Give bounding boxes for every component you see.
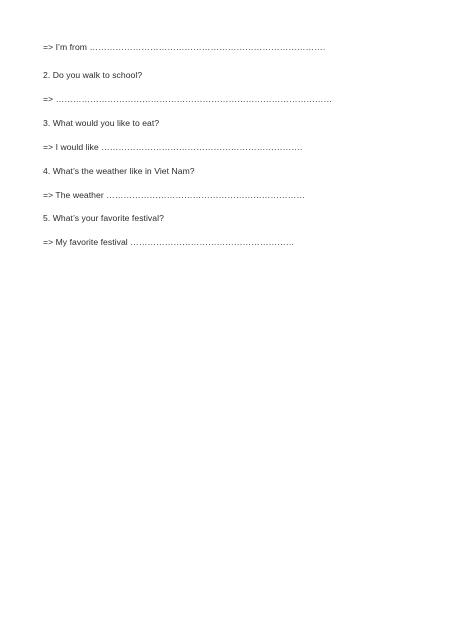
answer-line-4: => The weather …………………………………………………………… (43, 190, 305, 200)
question-3: 3. What would you like to eat? (43, 118, 160, 128)
question-4: 4. What’s the weather like in Viet Nam? (43, 166, 195, 176)
answer-line-1: => I’m from ………………………………………………………………………. (43, 42, 326, 52)
answer-line-2: => …………………………………………………………………………………… (43, 94, 333, 104)
answer-line-3: => I would like ……………………………………………………………. (43, 142, 303, 152)
question-5: 5. What’s your favorite festival? (43, 213, 164, 223)
question-2: 2. Do you walk to school? (43, 70, 143, 80)
answer-line-5: => My favorite festival ………………………………………………… (43, 237, 295, 247)
